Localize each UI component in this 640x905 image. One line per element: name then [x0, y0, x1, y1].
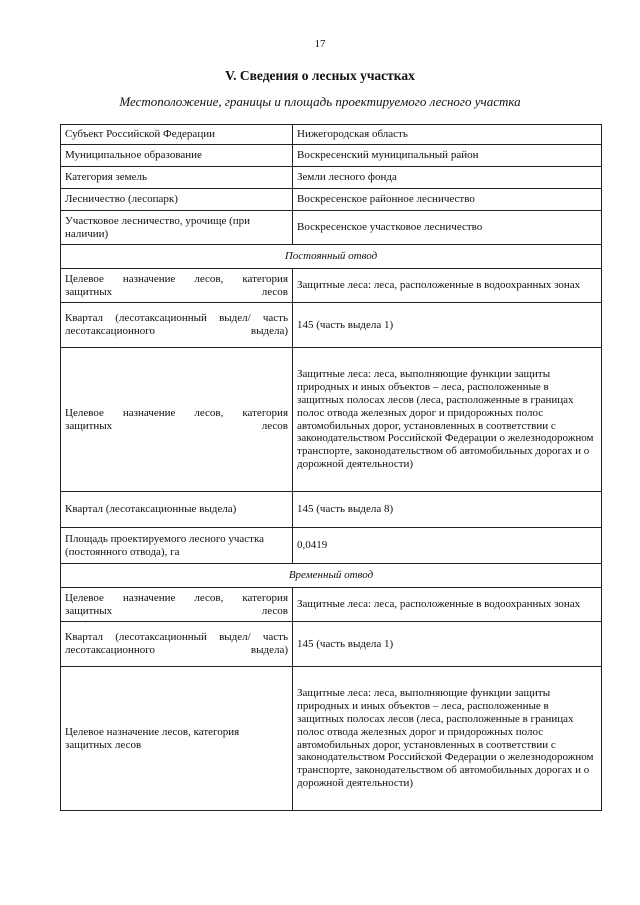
table-row	[61, 622, 602, 667]
row-value: Воскресенский муниципальный район	[293, 145, 602, 167]
row-label: Квартал (лесотаксационные выдела)	[61, 492, 293, 528]
row-label: Целевое назначение лесов, категория защитных лесов	[61, 269, 293, 303]
row-value: Защитные леса: леса, расположенные в водоохранных зонах	[293, 588, 602, 622]
table-row	[61, 667, 602, 811]
row-value: Защитные леса: леса, выполняющие функции защиты природных и иных объектов – леса, расположенные в защитных полосах лесов (леса, расположенные в границах полос отвода железных дорог и придорожных полос автомобильных дорог, установленных в соответствии с законодательством Российской Федерации о железнодорожном транспорте, законодательством об автомобильных дорогах и о дорожной деятельности)	[293, 348, 602, 492]
row-value: Земли лесного фонда	[293, 167, 602, 189]
table-row	[61, 492, 602, 528]
row-label: Участковое лесничество, урочище (при наличии)	[61, 211, 293, 245]
row-label: Квартал (лесотаксационный выдел/ часть лесотаксационного выдела)	[61, 303, 293, 348]
table-row	[61, 303, 602, 348]
table-row	[61, 269, 602, 303]
row-value: Защитные леса: леса, выполняющие функции защиты природных и иных объектов – леса, расположенные в защитных полосах лесов (леса, расположенные в границах полос отвода железных дорог и придорожных полос автомобильных дорог, установленных в соответствии с законодательством Российской Федерации о железнодорожном транспорте, законодательством об автомобильных дорогах и о дорожной деятельности)	[293, 667, 602, 811]
row-label: Целевое назначение лесов, категория защитных лесов	[61, 667, 293, 811]
section-subheading: Местоположение, границы и площадь проектируемого лесного участка	[119, 94, 521, 109]
row-value: Воскресенское районное лесничество	[293, 189, 602, 211]
section-row-permanent	[61, 245, 602, 269]
table-row	[61, 348, 602, 492]
row-value: Защитные леса: леса, расположенные в водоохранных зонах	[293, 269, 602, 303]
row-value: Воскресенское участковое лесничество	[293, 211, 602, 245]
forest-plot-table	[60, 124, 602, 811]
table-row	[61, 125, 602, 145]
table-row	[61, 528, 602, 564]
section-title: Постоянный отвод	[61, 245, 602, 269]
row-value: 145 (часть выдела 8)	[293, 492, 602, 528]
section-heading: V. Сведения о лесных участках	[225, 68, 415, 83]
row-label: Целевое назначение лесов, категория защитных лесов	[61, 348, 293, 492]
row-label: Субъект Российской Федерации	[61, 125, 293, 145]
row-label: Квартал (лесотаксационный выдел/ часть лесотаксационного выдела)	[61, 622, 293, 667]
row-value: Нижегородская область	[293, 125, 602, 145]
row-label: Категория земель	[61, 167, 293, 189]
table-row	[61, 189, 602, 211]
row-value: 145 (часть выдела 1)	[293, 303, 602, 348]
row-label: Целевое назначение лесов, категория защитных лесов	[61, 588, 293, 622]
row-label: Лесничество (лесопарк)	[61, 189, 293, 211]
table-row	[61, 211, 602, 245]
section-title: Временный отвод	[61, 564, 602, 588]
row-label: Площадь проектируемого лесного участка (постоянного отвода), га	[61, 528, 293, 564]
table-row	[61, 167, 602, 189]
row-label: Муниципальное образование	[61, 145, 293, 167]
row-value: 145 (часть выдела 1)	[293, 622, 602, 667]
row-value: 0,0419	[293, 528, 602, 564]
table-row	[61, 145, 602, 167]
table-row	[61, 588, 602, 622]
section-row-temporary	[61, 564, 602, 588]
page-number: 17	[314, 38, 326, 50]
